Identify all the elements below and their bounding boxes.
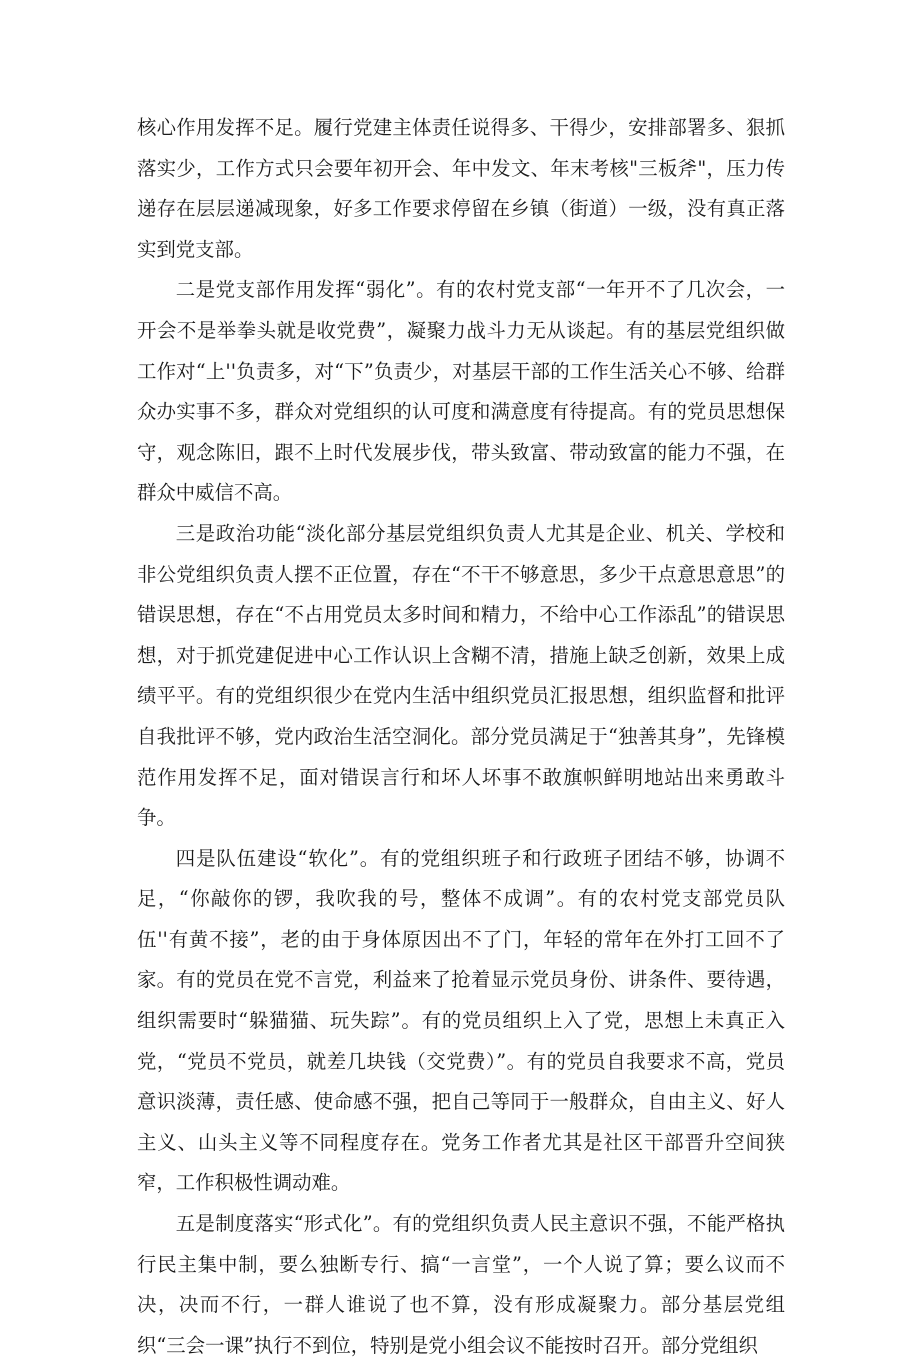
- paragraph-3: 三是政治功能“淡化部分基层党组织负责人尤其是企业、机关、学校和非公党组织负责人摆不正位置，存在“不干不够意思，多少干点意思意思”的错误思想，存在“不占用党员太多时间和精力，不给中心工作添乱”的错误思想，对于抓党建促进中心工作认识上含糊不清，措施上缺乏创新，效果上成绩平平。有的党组织很少在党内生活中组织党员汇报思想，组织监督和批评自我批评不够，党内政治生活空洞化。部分党员满足于“独善其身”，先锋模范作用发挥不足，面对错误言行和坏人坏事不敢旗帜鲜明地站出来勇敢斗争。: [137, 521, 785, 830]
- document-body: [137, 108, 785, 1366]
- paragraph-4: 四是队伍建设“软化”。有的党组织班子和行政班子团结不够，协调不足，“你敲你的锣，我吹我的号，整体不成调”。有的农村党支部党员队伍''有黄不接”，老的由于身体原因出不了门，年轻的常年在外打工回不了家。有的党员在党不言党，利益来了抢着显示党员身份、讲条件、要待遇，组织需要时“躲猫猫、玩失踪”。有的党员组织上入了党，思想上未真正入党，“党员不党员，就差几块钱（交党费）”。有的党员自我要求不高，党员意识淡薄，责任感、使命感不强，把自己等同于一般群众，自由主义、好人主义、山头主义等不同程度存在。党务工作者尤其是社区干部晋升空间狭窄，工作积极性调动难。: [137, 846, 785, 1195]
- paragraph-1: 核心作用发挥不足。履行党建主体责任说得多、干得少，安排部署多、狠抓落实少，工作方式只会要年初开会、年中发文、年末考核"三板斧"，压力传递存在层层递减现象，好多工作要求停留在乡镇（街道）一级，没有真正落实到党支部。: [137, 116, 785, 261]
- paragraph-2: 二是党支部作用发挥“弱化”。有的农村党支部“一年开不了几次会，一开会不是举拳头就是收党费”，凝聚力战斗力无从谈起。有的基层党组织做工作对“上''负责多，对“下”负责少，对基层干部的工作生活关心不够、给群众办实事不多，群众对党组织的认可度和满意度有待提高。有的党员思想保守，观念陈旧，跟不上时代发展步伐，带头致富、带动致富的能力不强，在群众中威信不高。: [137, 278, 785, 505]
- paragraph-5: 五是制度落实“形式化”。有的党组织负责人民主意识不强，不能严格执行民主集中制，要么独断专行、搞“一言堂”，一个人说了算；要么议而不决，决而不行，一群人谁说了也不算，没有形成凝聚力。部分基层党组织“三会一课”执行不到位，特别是党小组会议不能按时召开。部分党组织: [137, 1212, 785, 1357]
